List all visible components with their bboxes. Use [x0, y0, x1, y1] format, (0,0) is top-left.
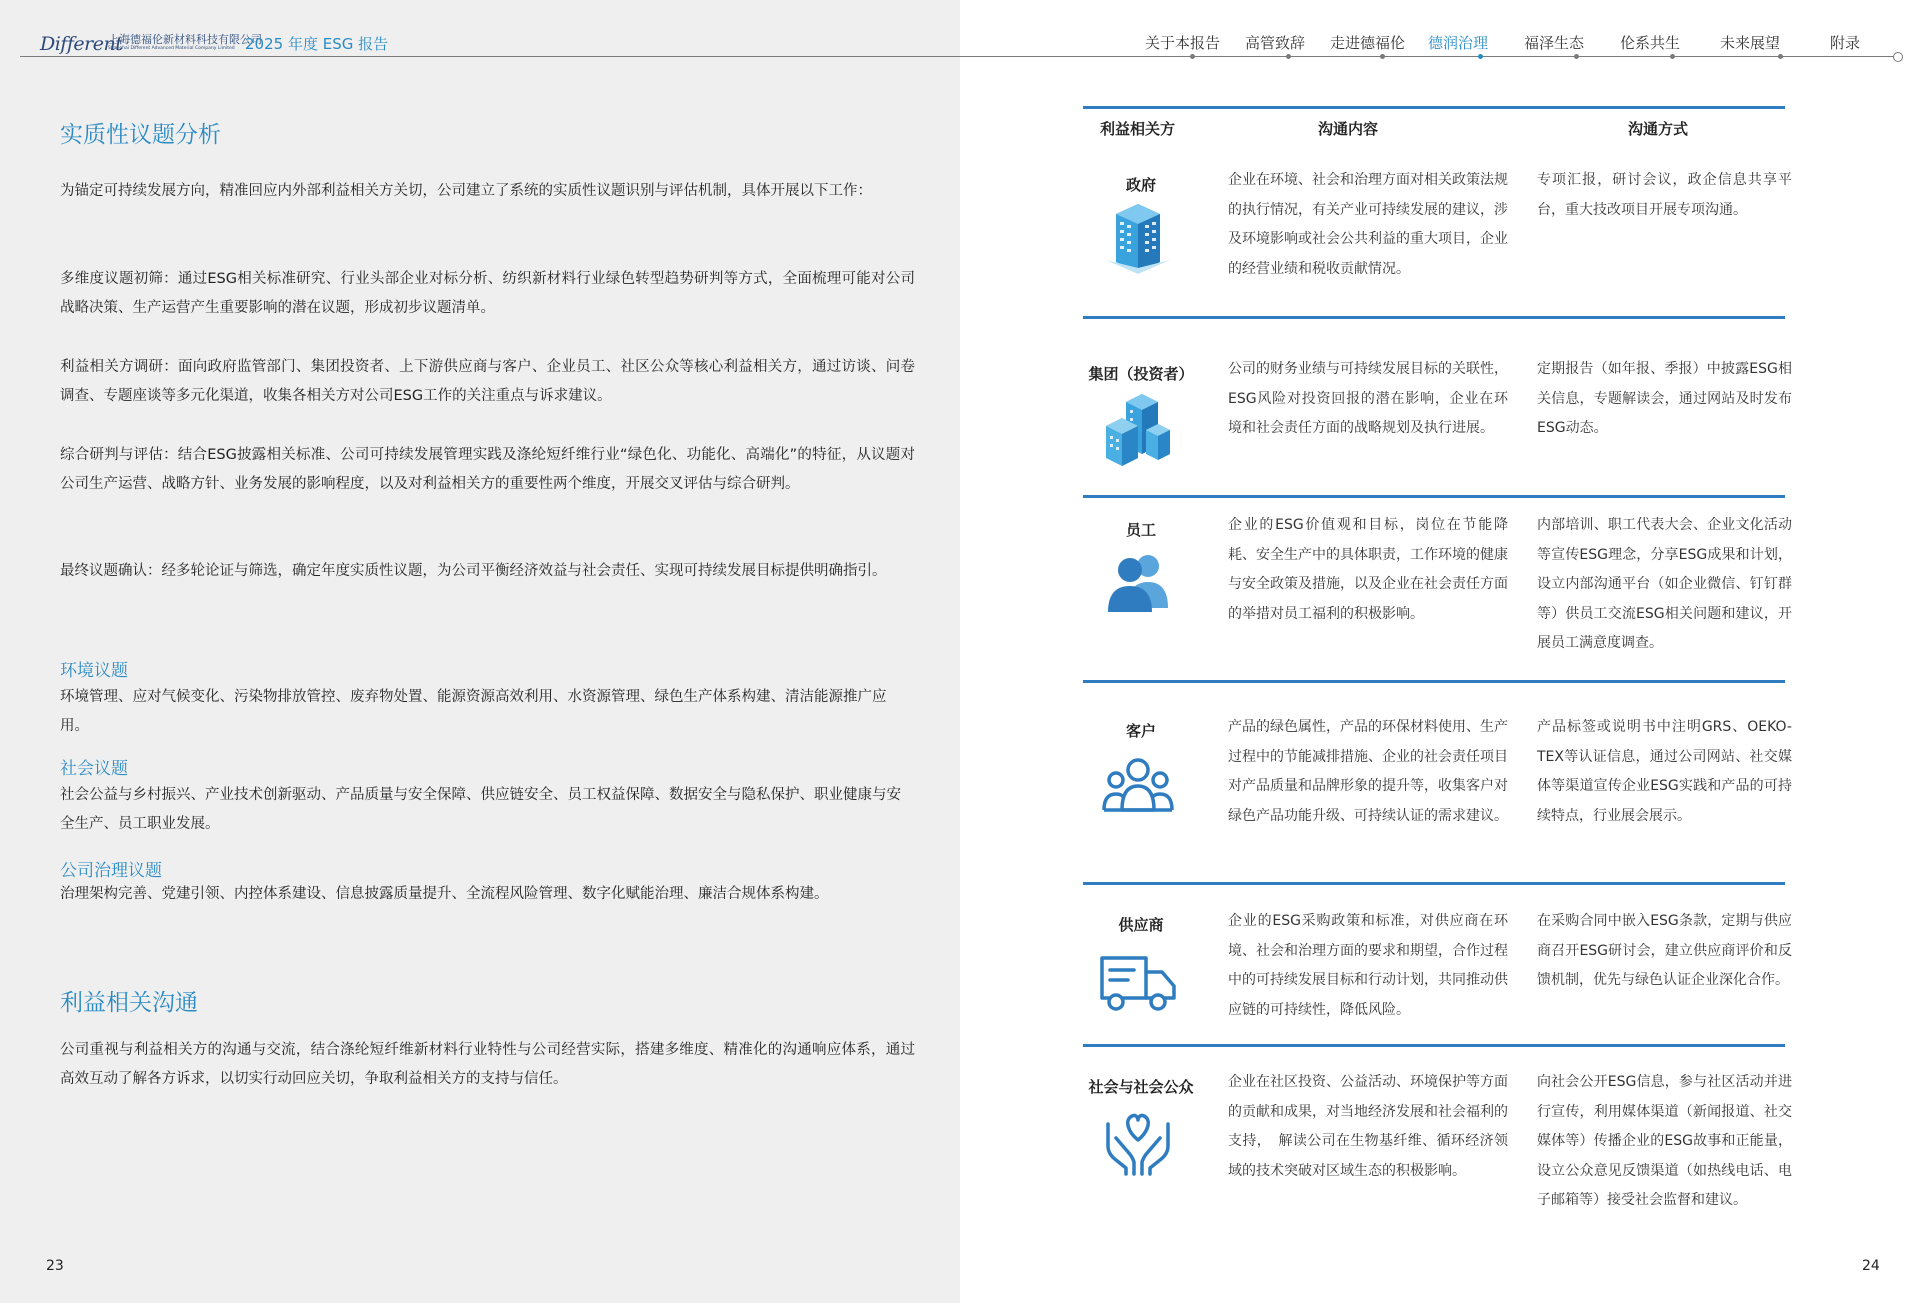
table-top-rule — [1083, 106, 1785, 109]
government-building-icon — [1098, 196, 1178, 276]
column-header-content: 沟通内容 — [1318, 120, 1379, 138]
company-name-cn: 上海德福伦新材料科技有限公司 — [108, 33, 262, 46]
stakeholder-name-investors: 集团（投资者） — [1088, 365, 1194, 383]
method-cell-investors: 定期报告（如年报、季报）中披露ESG相关信息，专题解读会，通过网站及时发布ESG动态。 — [1537, 361, 1792, 436]
nav-item-symbiosis[interactable]: 伦系共生 — [1620, 34, 1681, 52]
delivery-truck-icon — [1098, 942, 1178, 1022]
topic-body-governance: 治理架构完善、党建引领、内控体系建设、信息披露质量提升、全流程风险管理、数字化赋能治理、廉洁合规体系构建。 — [60, 886, 829, 902]
nav-item-outlook[interactable]: 未来展望 — [1720, 34, 1781, 52]
method-cell-customers: 产品标签或说明书中注明GRS、OEKO-TEX等认证信息，通过公司网站、社交媒体等渠道宣传企业ESG实践和产品的可持续特点，行业展会展示。 — [1537, 719, 1792, 824]
nav-marker-active — [1478, 54, 1483, 59]
investor-buildings-icon — [1098, 388, 1178, 468]
step-paragraph-confirmation: 最终议题确认：经多轮论证与筛选，确定年度实质性议题，为公司平衡经济效益与社会责任、实现可持续发展目标提供明确指引。 — [60, 563, 887, 579]
header-rule — [20, 56, 1896, 57]
nav-item-ecology[interactable]: 福泽生态 — [1524, 34, 1585, 52]
topic-title-environment: 环境议题 — [60, 661, 128, 681]
nav-item-governance[interactable]: 德润治理 — [1428, 34, 1489, 52]
topic-title-social: 社会议题 — [60, 759, 128, 779]
nav-item-about[interactable]: 关于本报告 — [1145, 34, 1221, 52]
content-cell-government: 企业在环境、社会和治理方面对相关政策法规的执行情况，有关产业可持续发展的建议，涉及环境影响或社会公共利益的重大项目，企业的经营业绩和税收贡献情况。 — [1228, 172, 1508, 277]
content-cell-investors: 公司的财务业绩与可持续发展目标的关联性，ESG风险对投资回报的潜在影响，企业在环境和社会责任方面的战略规划及执行进展。 — [1228, 361, 1508, 436]
topic-body-environment: 环境管理、应对气候变化、污染物排放管控、废弃物处置、能源资源高效利用、水资源管理、绿色生产体系构建、清洁能源推广应用。 — [60, 689, 887, 734]
page-number-left: 23 — [46, 1258, 64, 1274]
section-title-materiality: 实质性议题分析 — [60, 122, 221, 148]
column-header-stakeholder: 利益相关方 — [1100, 120, 1176, 138]
stakeholder-name-customers: 客户 — [1125, 722, 1156, 740]
hands-heart-icon — [1098, 1100, 1178, 1180]
section-title-communication: 利益相关沟通 — [60, 990, 198, 1016]
row-divider — [1083, 882, 1785, 885]
nav-marker — [1286, 54, 1291, 59]
nav-marker — [1190, 54, 1195, 59]
step-paragraph-screening: 多维度议题初筛：通过ESG相关标准研究、行业头部企业对标分析、纺织新材料行业绿色转型趋势研判等方式，全面梳理可能对公司战略决策、生产运营产生重要影响的潜在议题，形成初步议题清单。 — [60, 271, 915, 316]
stakeholder-name-public: 社会与社会公众 — [1088, 1078, 1194, 1096]
company-name — [108, 33, 262, 52]
nav-item-appendix[interactable]: 附录 — [1830, 34, 1861, 52]
nav-item-company[interactable]: 走进德福伦 — [1330, 34, 1406, 52]
stakeholder-name-employees: 员工 — [1125, 521, 1156, 539]
content-cell-customers: 产品的绿色属性，产品的环保材料使用、生产过程中的节能减排措施、企业的社会责任项目对产品质量和品牌形象的提升等，收集客户对绿色产品功能升级、可持续认证的需求建议。 — [1228, 719, 1508, 824]
nav-marker — [1778, 54, 1783, 59]
company-logo: Different — [40, 33, 123, 55]
header-rule-end-marker — [1893, 52, 1903, 62]
step-paragraph-assessment: 综合研判与评估：结合ESG披露相关标准、公司可持续发展管理实践及涤纶短纤维行业“绿色化、功能化、高端化”的特征，从议题对公司生产运营、战略方针、业务发展的影响程度，以及对利益相关方的重要性两个维度，开展交叉评估与综合研判。 — [60, 447, 915, 492]
method-cell-government: 专项汇报，研讨会议，政企信息共享平台，重大技改项目开展专项沟通。 — [1537, 172, 1792, 218]
communication-paragraph: 公司重视与利益相关方的沟通与交流，结合涤纶短纤维新材料行业特性与公司经营实际，搭建多维度、精准化的沟通响应体系，通过高效互动了解各方诉求，以切实行动回应关切，争取利益相关方的支持与信任。 — [60, 1042, 915, 1087]
row-divider — [1083, 495, 1785, 498]
method-cell-public: 向社会公开ESG信息，参与社区活动并进行宣传，利用媒体渠道（新闻报道、社交媒体等）传播企业的ESG故事和正能量，设立公众意见反馈渠道（如热线电话、电子邮箱等）接受社会监督和建议。 — [1537, 1074, 1792, 1208]
content-cell-public: 企业在社区投资、公益活动、环境保护等方面的贡献和成果，对当地经济发展和社会福利的支持， 解读公司在生物基纤维、循环经济领域的技术突破对区域生态的积极影响。 — [1228, 1074, 1508, 1179]
method-cell-employees: 内部培训、职工代表大会、企业文化活动等宣传ESG理念，分享ESG成果和计划，设立内部沟通平台（如企业微信、钉钉群等）供员工交流ESG相关问题和建议，开展员工满意度调查。 — [1537, 517, 1792, 651]
row-divider — [1083, 680, 1785, 683]
row-divider — [1083, 1044, 1785, 1047]
employees-icon — [1098, 544, 1178, 624]
nav-marker — [1670, 54, 1675, 59]
stakeholder-name-government: 政府 — [1125, 176, 1156, 194]
topic-title-governance: 公司治理议题 — [60, 861, 162, 881]
intro-paragraph: 为锚定可持续发展方向，精准回应内外部利益相关方关切，公司建立了系统的实质性议题识别与评估机制，具体开展以下工作： — [60, 183, 872, 199]
page-number-right: 24 — [1862, 1258, 1880, 1274]
topic-body-social: 社会公益与乡村振兴、产业技术创新驱动、产品质量与安全保障、供应链安全、员工权益保障、数据安全与隐私保护、职业健康与安全生产、员工职业发展。 — [60, 787, 901, 832]
company-name-en: Shanghai Different Advanced Material Company Limited — [108, 46, 235, 51]
row-divider — [1083, 316, 1785, 319]
content-cell-suppliers: 企业的ESG采购政策和标准，对供应商在环境、社会和治理方面的要求和期望，合作过程中的可持续发展目标和行动计划，共同推动供应链的可持续性，降低风险。 — [1228, 913, 1508, 1018]
column-header-method: 沟通方式 — [1628, 120, 1689, 138]
chapter-nav — [1145, 32, 1870, 53]
content-cell-employees: 企业的ESG价值观和目标，岗位在节能降耗、安全生产中的具体职责，工作环境的健康与安全政策及措施，以及企业在社会责任方面的举措对员工福利的积极影响。 — [1228, 517, 1508, 622]
nav-marker — [1574, 54, 1579, 59]
nav-marker — [1380, 54, 1385, 59]
method-cell-suppliers: 在采购合同中嵌入ESG条款，定期与供应商召开ESG研讨会，建立供应商评价和反馈机制，优先与绿色认证企业深化合作。 — [1537, 913, 1792, 988]
nav-item-message[interactable]: 高管致辞 — [1245, 34, 1306, 52]
customers-icon — [1098, 748, 1178, 828]
stakeholder-name-suppliers: 供应商 — [1118, 916, 1164, 934]
report-title: 2025 年度 ESG 报告 — [245, 35, 389, 53]
step-paragraph-survey: 利益相关方调研：面向政府监管部门、集团投资者、上下游供应商与客户、企业员工、社区公众等核心利益相关方，通过访谈、问卷调查、专题座谈等多元化渠道，收集各相关方对公司ESG工作的关注重点与诉求建议。 — [60, 359, 915, 404]
